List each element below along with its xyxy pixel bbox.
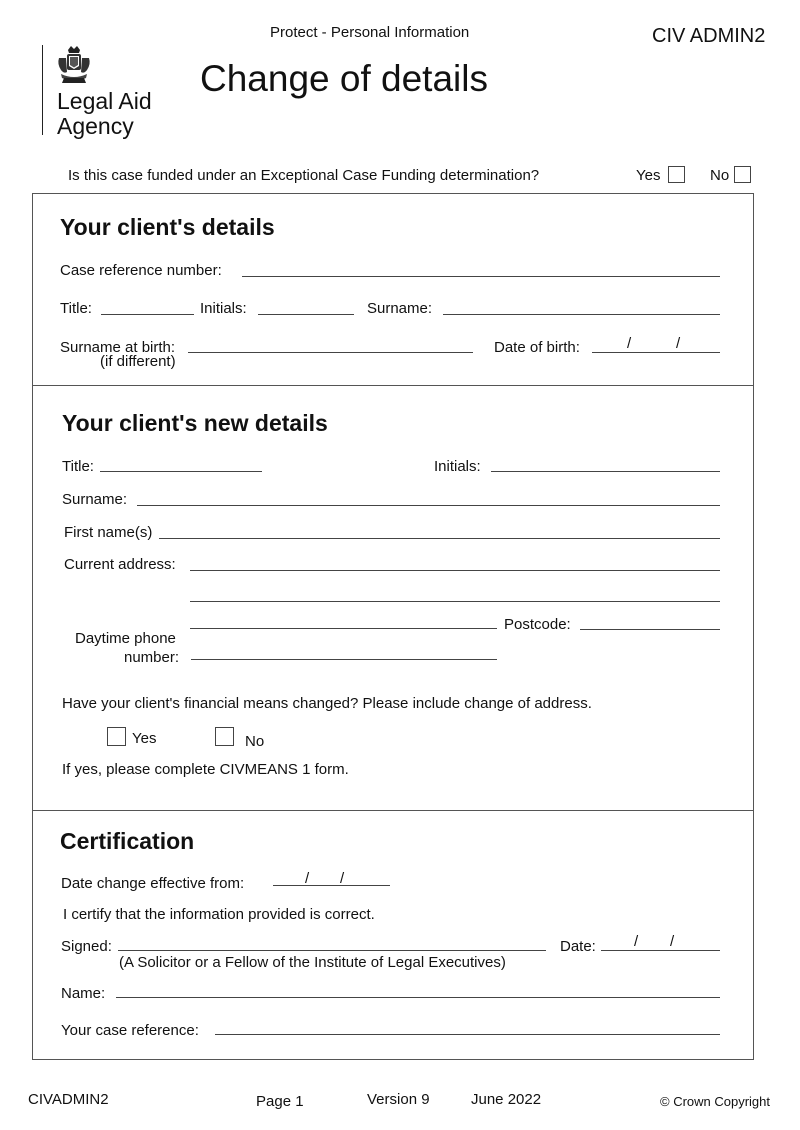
address-line-2-field[interactable] xyxy=(190,601,720,602)
address-label: Current address: xyxy=(64,556,176,573)
dob-separator: / xyxy=(627,335,632,352)
solicitor-note: (A Solicitor or a Fellow of the Institute of Legal Executives) xyxy=(119,954,506,971)
means-no-label: No xyxy=(245,733,265,750)
sign-date-field[interactable] xyxy=(601,950,720,951)
postcode-field[interactable] xyxy=(580,629,720,630)
logo-divider xyxy=(42,45,43,135)
new-surname-field[interactable] xyxy=(137,505,720,506)
case-ref-label: Case reference number: xyxy=(60,262,222,279)
section-divider xyxy=(32,385,754,386)
client-title-field[interactable] xyxy=(101,314,194,315)
agency-name-line1: Legal Aid xyxy=(57,88,152,114)
date-effective-separator: / xyxy=(340,870,345,887)
footer-date: June 2022 xyxy=(471,1091,542,1108)
ecf-no-checkbox[interactable] xyxy=(734,166,751,183)
client-surname-field[interactable] xyxy=(443,314,720,315)
phone-label-line1: Daytime phone xyxy=(75,630,176,647)
client-surname-label: Surname: xyxy=(367,300,433,317)
ecf-no-label: No xyxy=(710,167,730,184)
dob-separator: / xyxy=(676,335,681,352)
phone-label-line2: number: xyxy=(124,649,180,666)
new-initials-label: Initials: xyxy=(434,458,481,475)
signed-label: Signed: xyxy=(61,938,112,955)
new-initials-field[interactable] xyxy=(491,471,720,472)
footer-form-code: CIVADMIN2 xyxy=(28,1091,109,1108)
sign-date-separator: / xyxy=(670,933,675,950)
footer-page-number: Page 1 xyxy=(256,1093,304,1110)
new-surname-label: Surname: xyxy=(62,491,128,508)
signature-field[interactable] xyxy=(118,950,546,951)
means-yes-label: Yes xyxy=(132,730,157,747)
means-no-checkbox[interactable] xyxy=(215,727,234,746)
footer-copyright: © Crown Copyright xyxy=(660,1094,771,1109)
your-case-ref-label: Your case reference: xyxy=(61,1022,199,1039)
surname-birth-label: Surname at birth: xyxy=(60,339,176,356)
certify-statement: I certify that the information provided is correct. xyxy=(63,906,375,923)
certification-heading: Certification xyxy=(60,828,195,854)
client-title-label: Title: xyxy=(60,300,92,317)
section-divider xyxy=(32,810,754,811)
ecf-yes-label: Yes xyxy=(636,167,661,184)
if-different-note: (if different) xyxy=(100,353,176,370)
means-note: If yes, please complete CIVMEANS 1 form. xyxy=(62,761,349,778)
case-ref-field[interactable] xyxy=(242,276,720,277)
new-details-heading: Your client's new details xyxy=(62,410,328,436)
dob-label: Date of birth: xyxy=(494,339,580,356)
footer-version: Version 9 xyxy=(367,1091,430,1108)
address-line-1-field[interactable] xyxy=(190,570,720,571)
client-initials-label: Initials: xyxy=(200,300,247,317)
your-case-ref-field[interactable] xyxy=(215,1034,720,1035)
royal-crest-icon xyxy=(56,44,92,84)
form-code: CIV ADMIN2 xyxy=(652,25,766,47)
first-names-field[interactable] xyxy=(159,538,720,539)
ecf-question: Is this case funded under an Exceptional Case Funding determination? xyxy=(68,167,540,184)
first-names-label: First name(s) xyxy=(64,524,153,541)
new-title-label: Title: xyxy=(62,458,94,475)
address-line-3-field[interactable] xyxy=(190,628,497,629)
agency-name-line2: Agency xyxy=(57,113,134,139)
phone-field[interactable] xyxy=(191,659,497,660)
protect-marking: Protect - Personal Information xyxy=(270,24,470,41)
means-question: Have your client's financial means changed? Please include change of address. xyxy=(62,695,592,712)
date-effective-label: Date change effective from: xyxy=(61,875,245,892)
client-details-heading: Your client's details xyxy=(60,214,275,240)
date-effective-field[interactable] xyxy=(273,885,390,886)
name-label: Name: xyxy=(61,985,106,1002)
postcode-label: Postcode: xyxy=(504,616,571,633)
page-title: Change of details xyxy=(200,58,488,99)
means-yes-checkbox[interactable] xyxy=(107,727,126,746)
sign-date-label: Date: xyxy=(560,938,596,955)
form-box xyxy=(32,193,754,1060)
name-field[interactable] xyxy=(116,997,720,998)
date-effective-separator: / xyxy=(305,870,310,887)
client-initials-field[interactable] xyxy=(258,314,354,315)
dob-field[interactable] xyxy=(592,352,720,353)
new-title-field[interactable] xyxy=(100,471,262,472)
sign-date-separator: / xyxy=(634,933,639,950)
surname-birth-field[interactable] xyxy=(188,352,473,353)
ecf-yes-checkbox[interactable] xyxy=(668,166,685,183)
